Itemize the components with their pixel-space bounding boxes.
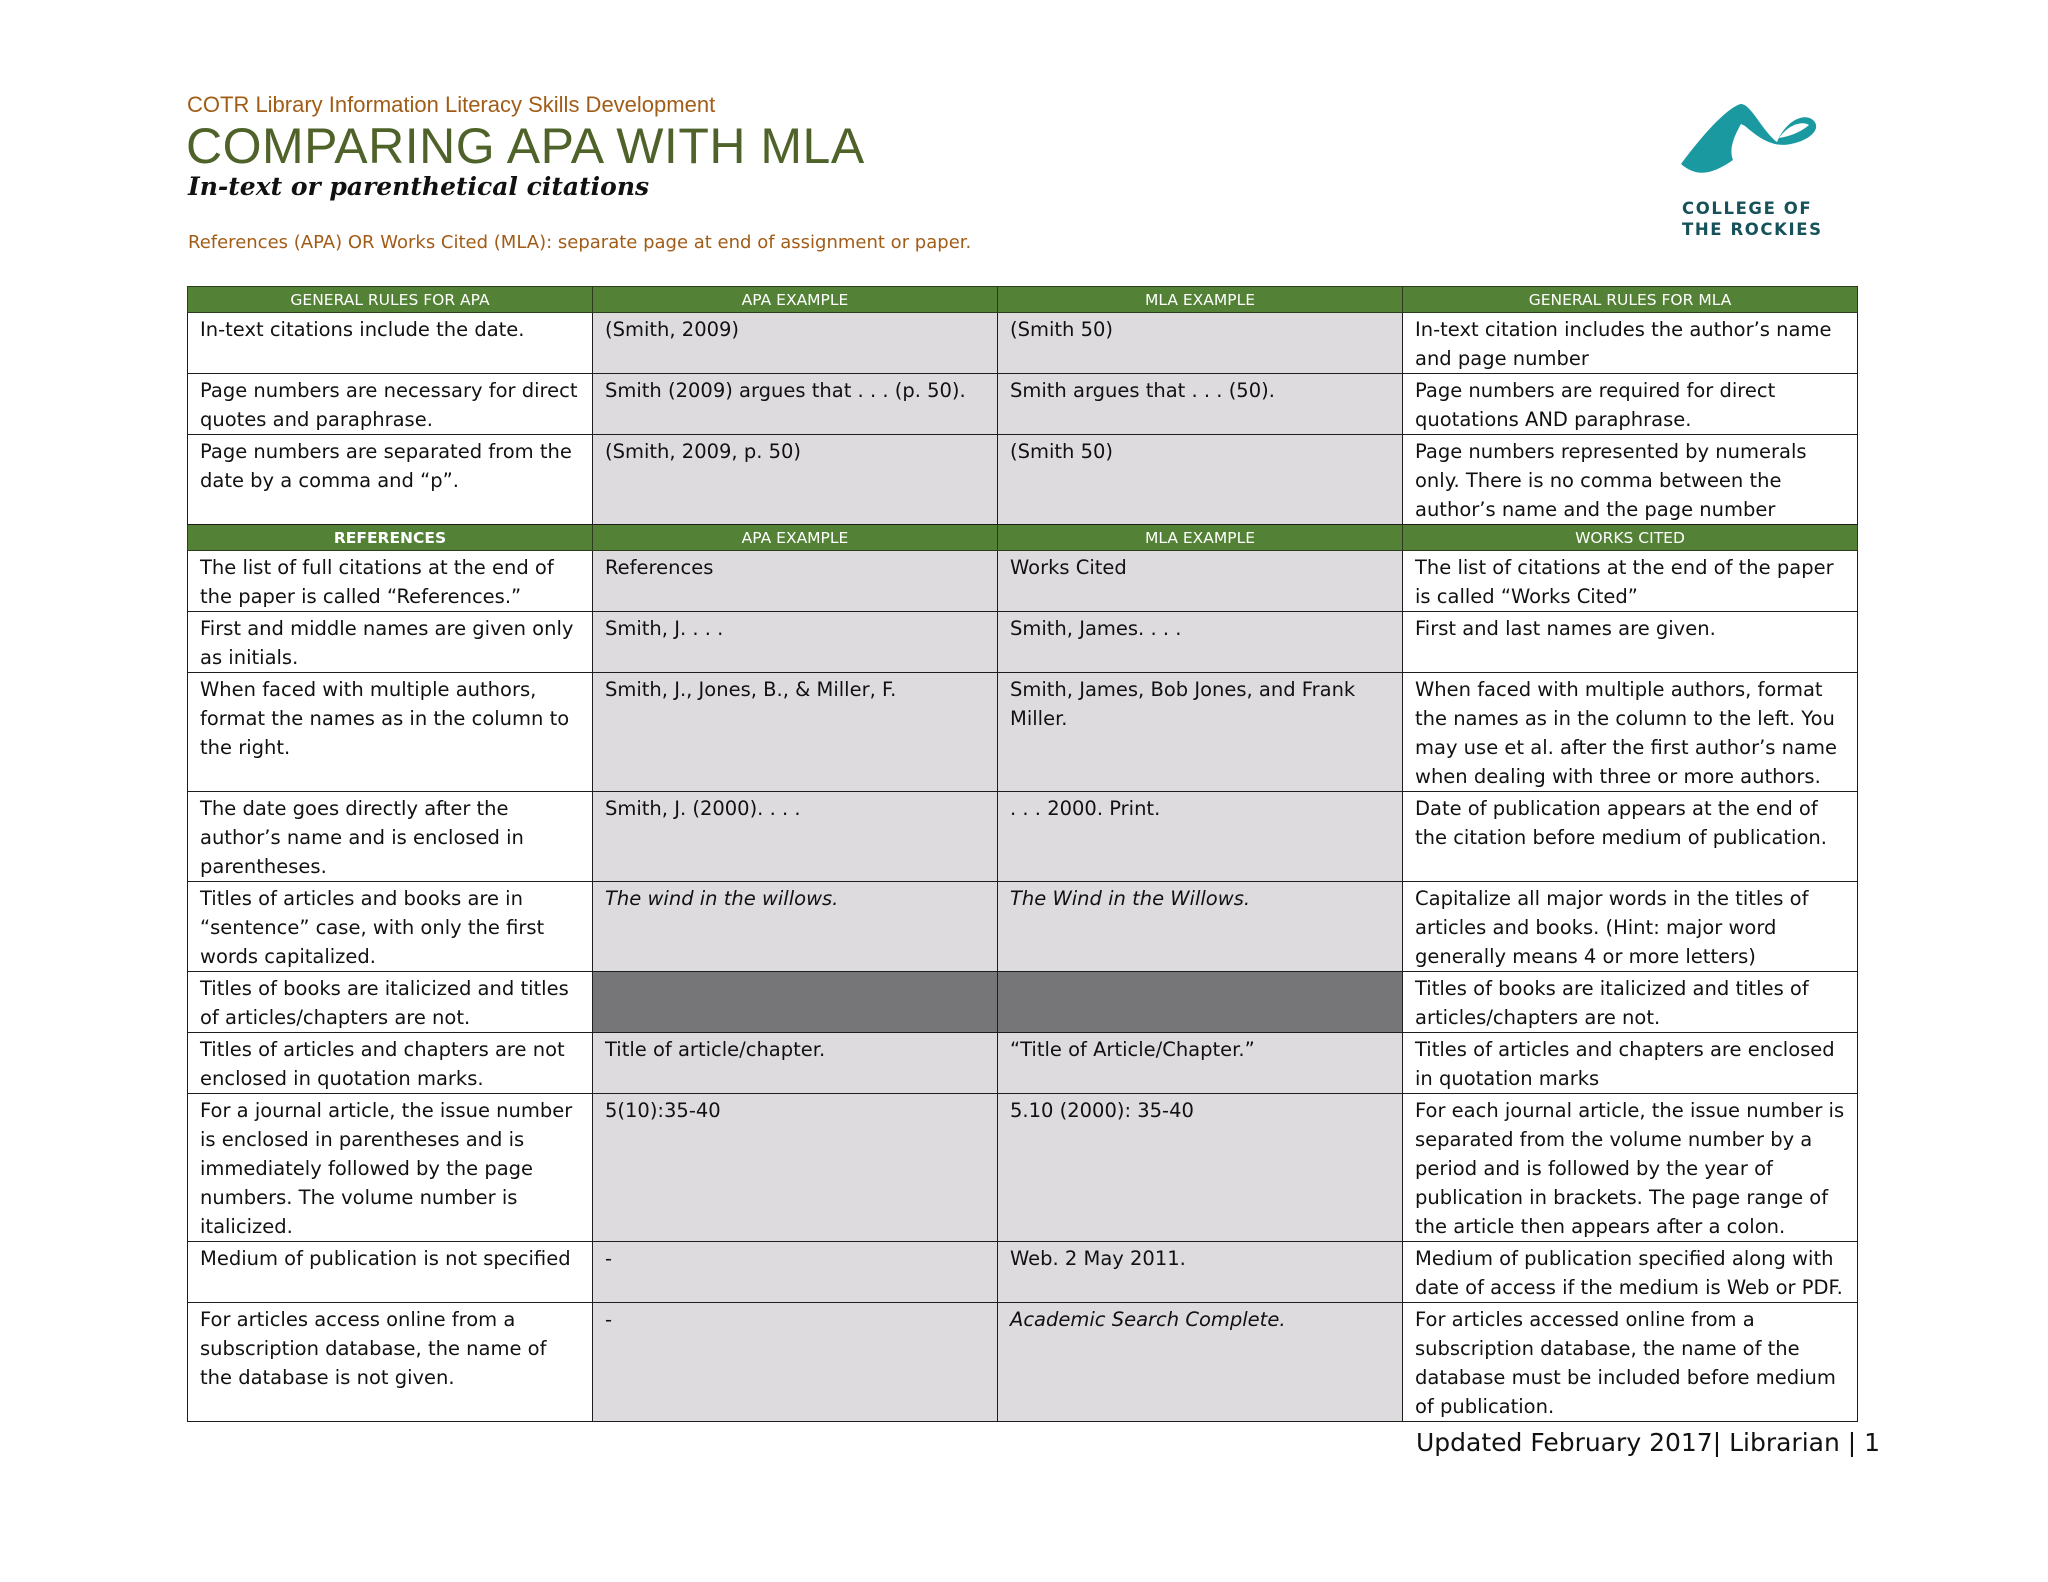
column-header: APA EXAMPLE <box>593 525 998 551</box>
mla-example-cell: Academic Search Complete. <box>998 1303 1403 1422</box>
apa-example-cell: The wind in the willows. <box>593 882 998 972</box>
mountain-logo-icon <box>1675 98 1825 188</box>
apa-example-cell: - <box>593 1303 998 1422</box>
college-logo <box>1675 98 1835 248</box>
logo-wordmark <box>1682 198 1842 240</box>
mla-example-cell: Smith, James, Bob Jones, and Frank Miller. <box>998 673 1403 792</box>
mla-example-cell: 5.10 (2000): 35-40 <box>998 1094 1403 1242</box>
apa-rule-cell: For articles access online from a subscription database, the name of the database is not given. <box>188 1303 593 1422</box>
apa-example-cell: 5(10):35-40 <box>593 1094 998 1242</box>
mla-rule-cell: The list of citations at the end of the paper is called “Works Cited” <box>1403 551 1858 612</box>
table-row <box>188 882 1858 972</box>
mla-rule-cell: First and last names are given. <box>1403 612 1858 673</box>
mla-rule-cell: In-text citation includes the author’s name and page number <box>1403 313 1858 374</box>
table-row <box>188 1033 1858 1094</box>
mla-rule-cell: Page numbers represented by numerals only. There is no comma between the author’s name and the page number <box>1403 435 1858 525</box>
table-row <box>188 374 1858 435</box>
apa-example-cell: Smith, J., Jones, B., & Miller, F. <box>593 673 998 792</box>
mla-example-cell: Smith, James. . . . <box>998 612 1403 673</box>
mla-rule-cell: Page numbers are required for direct quotations AND paraphrase. <box>1403 374 1858 435</box>
mla-rule-cell: Titles of articles and chapters are enclosed in quotation marks <box>1403 1033 1858 1094</box>
mla-rule-cell: For articles accessed online from a subscription database, the name of the database must be included before medium of publication. <box>1403 1303 1858 1422</box>
page-footer: Updated February 2017| Librarian | 1 <box>1416 1428 1881 1457</box>
mla-rule-cell: Capitalize all major words in the titles of articles and books. (Hint: major word generally means 4 or more letters) <box>1403 882 1858 972</box>
table-row <box>188 1094 1858 1242</box>
apa-example-cell: (Smith, 2009, p. 50) <box>593 435 998 525</box>
table-section-header-row <box>188 525 1858 551</box>
mla-rule-cell: Medium of publication specified along with date of access if the medium is Web or PDF. <box>1403 1242 1858 1303</box>
mla-example-cell: (Smith 50) <box>998 313 1403 374</box>
mla-example-cell: “Title of Article/Chapter.” <box>998 1033 1403 1094</box>
apa-rule-cell: Medium of publication is not specified <box>188 1242 593 1303</box>
column-header: REFERENCES <box>188 525 593 551</box>
mla-rule-cell: When faced with multiple authors, format the names as in the column to the left. You may use et al. after the first author’s name when dealing with three or more authors. <box>1403 673 1858 792</box>
page-subtitle: In-text or parenthetical citations <box>188 172 650 201</box>
table-row <box>188 792 1858 882</box>
mla-rule-cell: For each journal article, the issue number is separated from the volume number by a period and is followed by the year of publication in brackets. The page range of the article then appears after a colon. <box>1403 1094 1858 1242</box>
header-note: References (APA) OR Works Cited (MLA): separate page at end of assignment or paper. <box>188 232 972 253</box>
apa-example-cell: (Smith, 2009) <box>593 313 998 374</box>
table-row <box>188 1242 1858 1303</box>
apa-rule-cell: The list of full citations at the end of the paper is called “References.” <box>188 551 593 612</box>
mla-example-cell: . . . 2000. Print. <box>998 792 1403 882</box>
logo-line-1: COLLEGE OF <box>1682 199 1813 218</box>
mla-example-cell: Smith argues that . . . (50). <box>998 374 1403 435</box>
mla-rule-cell: Date of publication appears at the end of the citation before medium of publication. <box>1403 792 1858 882</box>
logo-line-2: THE ROCKIES <box>1682 220 1823 239</box>
apa-example-cell: Smith, J. (2000). . . . <box>593 792 998 882</box>
apa-rule-cell: Titles of articles and chapters are not enclosed in quotation marks. <box>188 1033 593 1094</box>
column-header: MLA EXAMPLE <box>998 287 1403 313</box>
apa-example-cell: Title of article/chapter. <box>593 1033 998 1094</box>
apa-example-cell: - <box>593 1242 998 1303</box>
column-header: WORKS CITED <box>1403 525 1858 551</box>
table-header-row <box>188 287 1858 313</box>
mla-example-cell: The Wind in the Willows. <box>998 882 1403 972</box>
table-row <box>188 551 1858 612</box>
apa-rule-cell: The date goes directly after the author’s name and is enclosed in parentheses. <box>188 792 593 882</box>
apa-example-cell: Smith, J. . . . <box>593 612 998 673</box>
mla-example-cell: Works Cited <box>998 551 1403 612</box>
apa-rule-cell: For a journal article, the issue number is enclosed in parentheses and is immediately followed by the page numbers. The volume number is italicized. <box>188 1094 593 1242</box>
apa-rule-cell: Titles of books are italicized and titles of articles/chapters are not. <box>188 972 593 1033</box>
column-header: APA EXAMPLE <box>593 287 998 313</box>
mla-example-cell: (Smith 50) <box>998 435 1403 525</box>
table-row <box>188 612 1858 673</box>
table-row <box>188 972 1858 1033</box>
column-header: MLA EXAMPLE <box>998 525 1403 551</box>
mla-rule-cell: Titles of books are italicized and titles of articles/chapters are not. <box>1403 972 1858 1033</box>
apa-rule-cell: Page numbers are necessary for direct quotes and paraphrase. <box>188 374 593 435</box>
apa-rule-cell: In-text citations include the date. <box>188 313 593 374</box>
mla-example-cell: Web. 2 May 2011. <box>998 1242 1403 1303</box>
header-kicker: COTR Library Information Literacy Skills Development <box>187 92 716 117</box>
table-row <box>188 673 1858 792</box>
apa-rule-cell: Page numbers are separated from the date by a comma and “p”. <box>188 435 593 525</box>
apa-example-cell: References <box>593 551 998 612</box>
column-header: GENERAL RULES FOR APA <box>188 287 593 313</box>
table-row <box>188 313 1858 374</box>
table-row <box>188 435 1858 525</box>
apa-rule-cell: First and middle names are given only as initials. <box>188 612 593 673</box>
apa-example-cell-empty <box>593 972 998 1033</box>
apa-example-cell: Smith (2009) argues that . . . (p. 50). <box>593 374 998 435</box>
column-header: GENERAL RULES FOR MLA <box>1403 287 1858 313</box>
mla-example-cell-empty <box>998 972 1403 1033</box>
apa-rule-cell: When faced with multiple authors, format the names as in the column to the right. <box>188 673 593 792</box>
comparison-table <box>187 286 1858 1422</box>
page-title: COMPARING APA WITH MLA <box>186 118 865 174</box>
apa-rule-cell: Titles of articles and books are in “sentence” case, with only the first words capitalized. <box>188 882 593 972</box>
table-row <box>188 1303 1858 1422</box>
